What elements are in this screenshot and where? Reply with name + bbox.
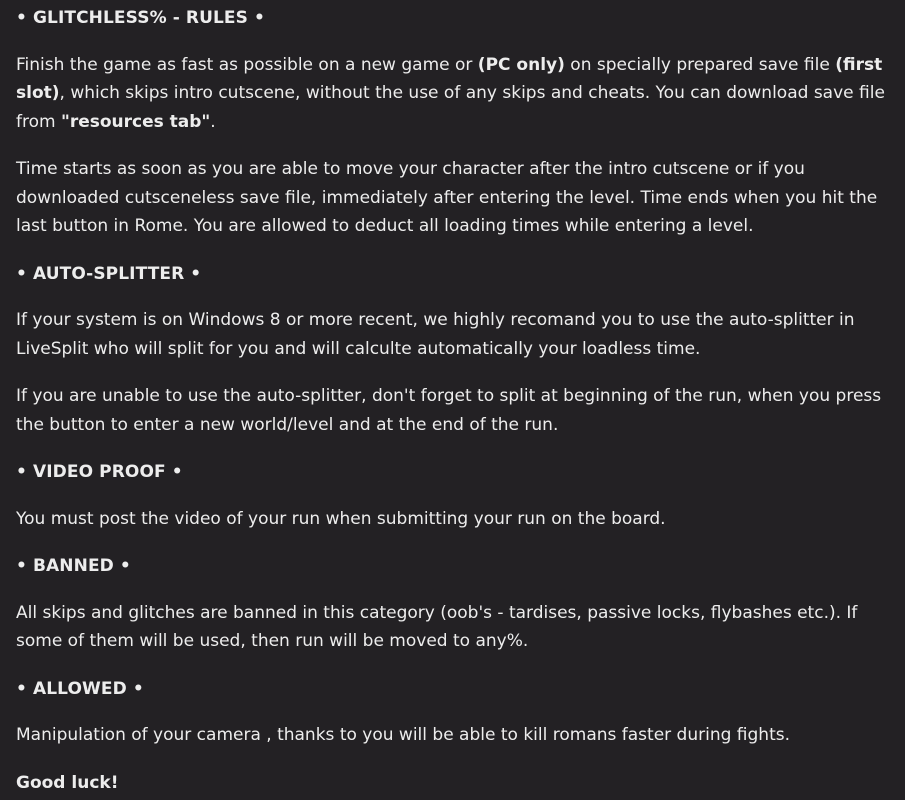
rules-heading: • GLITCHLESS% - RULES • [16,8,265,28]
autosplitter-heading: • AUTO-SPLITTER • [16,263,202,284]
allowed-heading: • ALLOWED • [16,678,144,699]
video-proof-heading: • VIDEO PROOF • [16,462,183,482]
autosplitter-paragraph-2: If you are unable to use the auto-splitter, don't forget to split at beginning of the run, when you press the button to enter a new world/level and at the end of the run. [16,386,882,435]
rules-text-3: , which skips intro cutscene, without the use of any skips and cheats. You can download save file from [16,83,885,132]
rules-paragraph-2: Time starts as soon as you are able to move your character after the intro cutscene or if you downloaded cutsceneless save file, immediately after entering the level. Time ends when you hit the last button in Rome. You are allowed to deduct all loading times while entering a level. [16,159,878,236]
rules-text-4: . [210,111,216,132]
rules-bold-pc-only: (PC only) [477,54,565,75]
rules-paragraph-1 [16,51,889,137]
banned-heading: • BANNED • [16,556,131,576]
allowed-paragraph: Manipulation of your camera , thanks to you will be able to kill romans faster during fights. [16,725,790,745]
rules-bold-resources-tab: "resources tab" [60,111,211,132]
rules-text-2: on specially prepared save file [564,54,836,75]
autosplitter-paragraph-1: If your system is on Windows 8 or more recent, we highly recomand you to use the auto-splitter in LiveSplit who will split for you and will calculte automatically your loadless time. [16,310,855,359]
rules-text-1: Finish the game as fast as possible on a new game or [16,54,478,75]
closing-text: Good luck! [16,772,119,793]
banned-paragraph: All skips and glitches are banned in this category (oob's - tardises, passive locks, flybashes etc.). If some of them will be used, then run will be moved to any%. [16,602,858,651]
video-proof-paragraph: You must post the video of your run when submitting your run on the board. [16,508,666,529]
rules-bold-first-slot: (first slot) [16,54,883,103]
